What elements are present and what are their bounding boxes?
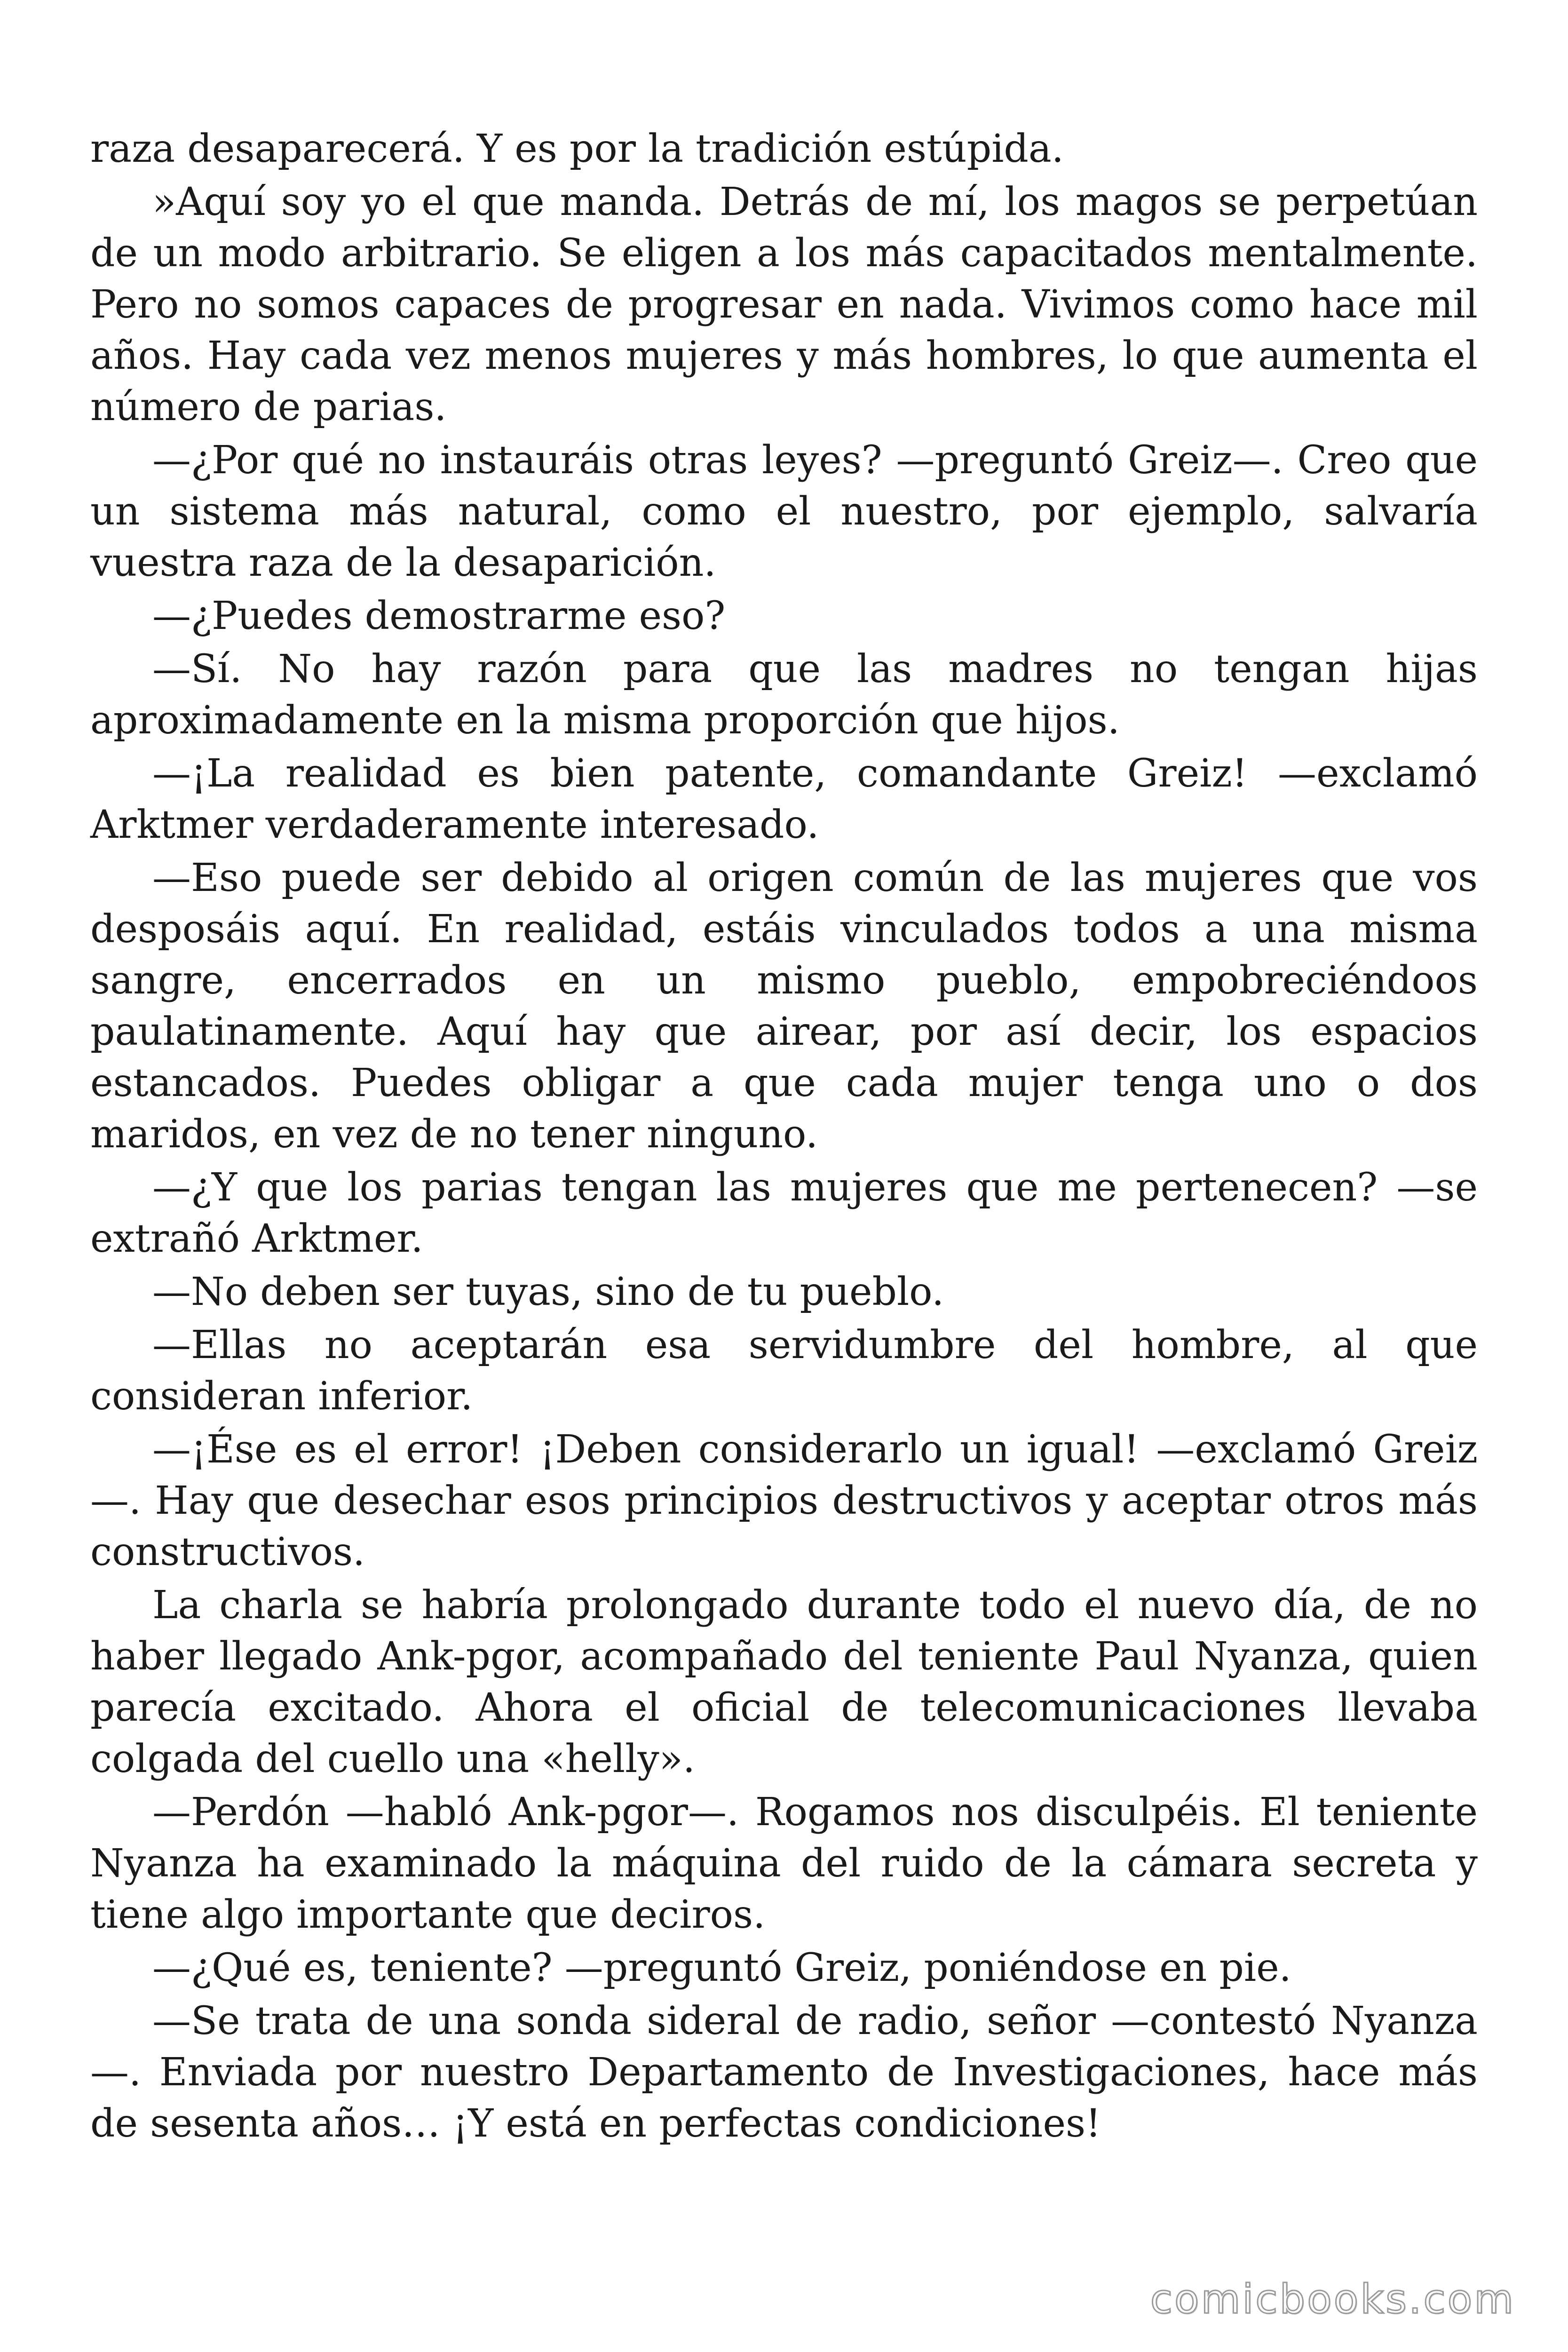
page-text [90, 123, 1478, 2151]
paragraph-10: —Ellas no aceptarán esa servidumbre del hombre, al que consideran inferior. [90, 1323, 1478, 1419]
paragraph-5: —Sí. No hay razón para que las madres no tengan hijas aproximadamente en la misma proporción que hijos. [90, 647, 1478, 743]
paragraph-4: —¿Puedes demostrarme eso? [152, 594, 726, 638]
paragraph-13: —Perdón —habló Ank-pgor—. Rogamos nos disculpéis. El teniente Nyanza ha examinado la máquina del ruido de la cámara secreta y tiene algo importante que deciros. [90, 1790, 1478, 1937]
paragraph-11: —¡Ése es el error! ¡Deben considerarlo un igual! —exclamó Greiz—. Hay que desechar esos principios destructivos y aceptar otros más constructivos. [90, 1427, 1478, 1574]
paragraph-2: »Aquí soy yo el que manda. Detrás de mí, los magos se perpetúan de un modo arbitrario. Se eligen a los más capacitados mentalmente. Pero no somos capaces de progresar en nada. Vivimos como hace mil años. Hay cada vez menos mujeres y más hombres, lo que aumenta el número de parias. [90, 180, 1478, 429]
paragraph-9: —No deben ser tuyas, sino de tu pueblo. [152, 1270, 944, 1314]
paragraph-14: —¿Qué es, teniente? —preguntó Greiz, poniéndose en pie. [152, 1946, 1291, 1990]
paragraph-8: —¿Y que los parias tengan las mujeres que me pertenecen? —se extrañó Arktmer. [90, 1165, 1478, 1261]
paragraph-6: —¡La realidad es bien patente, comandante Greiz! —exclamó Arktmer verdaderamente interesado. [90, 751, 1478, 847]
paragraph-1: raza desaparecerá. Y es por la tradición estúpida. [90, 127, 1064, 171]
paragraph-12: La charla se habría prolongado durante todo el nuevo día, de no haber llegado Ank-pgor, acompañado del teniente Paul Nyanza, quien parecía excitado. Ahora el oficial de telecomunicaciones llevaba colgada del cuello una «helly». [90, 1583, 1478, 1781]
paragraph-7: —Eso puede ser debido al origen común de las mujeres que vos desposáis aquí. En realidad, estáis vinculados todos a una misma sangre, encerrados en un mismo pueblo, empobreciéndoos paulatinamente. Aquí hay que airear, por así decir, los espacios estancados. Puedes obligar a que cada mujer tenga uno o dos maridos, en vez de no tener ninguno. [90, 856, 1478, 1157]
paragraph-15: —Se trata de una sonda sideral de radio, señor —contestó Nyanza—. Enviada por nuestro Departamento de Investigaciones, hace más de sesenta años… ¡Y está en perfectas condiciones! [90, 1999, 1478, 2146]
watermark: comicbooks.com [1150, 2276, 1515, 2323]
paragraph-3: —¿Por qué no instauráis otras leyes? —preguntó Greiz—. Creo que un sistema más natural, como el nuestro, por ejemplo, salvaría vuestra raza de la desaparición. [90, 438, 1478, 585]
